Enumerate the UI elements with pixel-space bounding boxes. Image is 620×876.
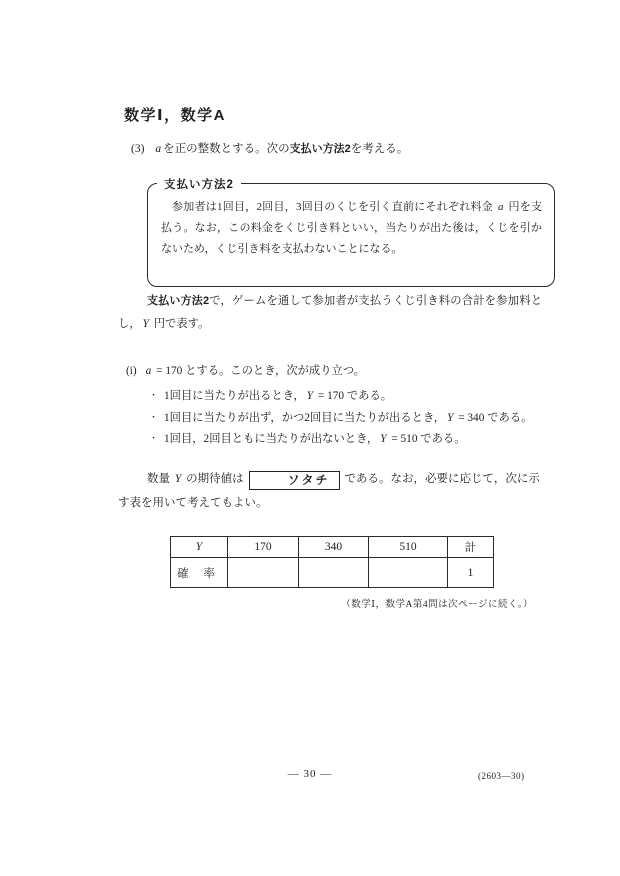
page-title: 数学Ⅰ，数学A [124,107,226,124]
math-var-y: Y [306,390,314,402]
math-var-a: a [155,143,162,155]
intro-paragraph [118,290,542,335]
table-cell-total: 1 [448,558,494,588]
question-3-text-end: を考える。 [350,143,409,155]
payment-method-2-box-body [161,197,542,260]
bullet-icon: ・ [149,390,159,400]
table-header-y [171,537,228,558]
question-3-line [131,140,408,156]
bullet-item-1 [149,387,392,403]
math-var-y: Y [174,473,182,485]
question-3-text: を正の整数とする。次の [163,143,290,155]
bullet-2-text-end: = 340 である。 [455,412,533,424]
box-body-post: 円を支払う。なお，この料金をくじ引き料といい，当たりが出た後は，くじを引かないため，くじ引き料を支払わないことになる。 [161,201,542,255]
table-header-170: 170 [228,537,299,558]
intro-bold-phrase: 支払い方法2 [147,295,210,307]
bullet-1-text-end: = 170 である。 [315,390,393,402]
page-number: — 30 — [287,768,333,780]
expectation-post: である。なお，必要に応じて，次に示す表を用いて考えてもよい。 [118,473,540,509]
question-3-label: (3) [131,143,145,155]
continue-note: （数学Ⅰ，数学A第4問は次ページに続く。） [341,600,533,610]
table-cell-p510 [369,558,448,588]
payment-method-2-box [147,179,555,287]
document-code: (2603—30) [478,771,525,781]
item-i-text: = 170 とする。このとき，次が成り立つ。 [153,365,365,377]
bullet-1-text: 1回目に当たりが出るとき， [164,390,305,402]
math-var-y: Y [142,317,149,330]
item-i-heading [126,362,365,378]
table-header-340: 340 [299,537,369,558]
bullet-item-3 [149,430,466,446]
intro-text-end: 円で表す。 [150,317,210,330]
box-body-pre: 参加者は1回目，2回目，3回目のくじを引く直前にそれぞれ料金 [172,201,496,213]
math-var-y: Y [380,433,387,445]
bullet-2-text: 1回目に当たりが出ず，かつ2回目に当たりが出るとき， [164,412,446,424]
math-var-y: Y [447,412,454,424]
bullet-icon: ・ [149,433,159,443]
table-row-label: 確 率 [171,558,228,588]
table-cell-p340 [299,558,369,588]
expectation-mid: の期待値は [183,473,244,485]
probability-table [170,536,494,588]
expectation-paragraph [118,467,544,515]
math-var-a: a [145,365,152,377]
table-cell-p170 [228,558,299,588]
payment-method-2-box-title: 支払い方法2 [157,175,241,196]
answer-blank-sotachi: ソタチ [249,471,340,490]
bullet-icon: ・ [149,412,159,422]
table-header-510: 510 [369,537,448,558]
bullet-item-2 [149,409,532,425]
bullet-3-text: 1回目，2回目ともに当たりが出ないとき， [164,433,379,445]
item-i-label: (i) [126,365,137,377]
table-probability-row [171,558,494,588]
table-header-row [171,537,494,558]
math-var-a: a [498,201,504,213]
question-3-bold-phrase: 支払い方法2 [289,143,351,155]
intro-text: で，ゲームを通して参加者が支払うくじ引き料の合計を参加料とし， [118,295,542,330]
expectation-pre: 数量 [147,473,173,485]
bullet-3-text-end: = 510 である。 [388,433,466,445]
table-header-total: 計 [448,537,494,558]
math-var-y: Y [195,541,203,553]
